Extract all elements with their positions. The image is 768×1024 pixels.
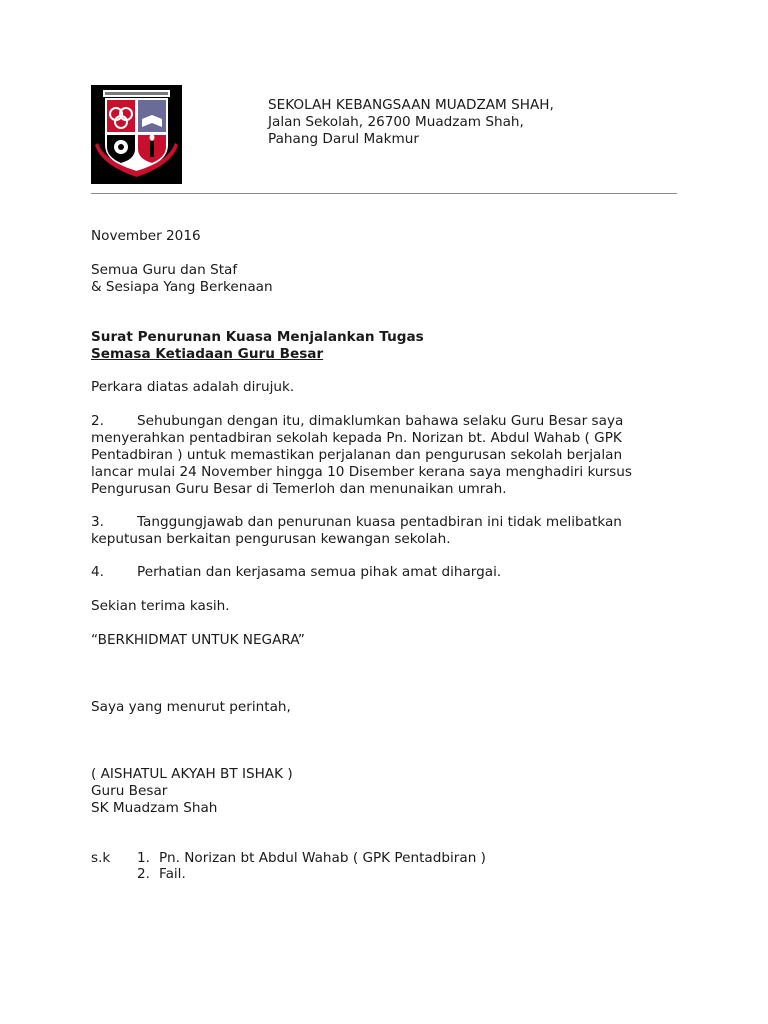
motto: “BERKHIDMAT UNTUK NEGARA” — [91, 632, 305, 648]
paragraph-2-line: Pengurusan Guru Besar di Temerloh dan menunaikan umrah. — [91, 481, 507, 497]
paragraph-3-first-line — [91, 514, 622, 531]
paragraph-2-first-line — [91, 413, 623, 430]
paragraph-2-number: 2. — [91, 413, 104, 429]
recipient-line1: Semua Guru dan Staf — [91, 262, 238, 278]
paragraph-2-line: Sehubungan dengan itu, dimaklumkan bahawa selaku Guru Besar saya — [137, 413, 624, 429]
cc-item — [91, 850, 486, 867]
subject-line2: Semasa Ketiadaan Guru Besar — [91, 346, 324, 362]
paragraph-3-line: Tanggungjawab dan penurunan kuasa pentadbiran ini tidak melibatkan — [137, 514, 622, 530]
recipient-line2: & Sesiapa Yang Berkenaan — [91, 279, 273, 295]
paragraph-2-line: Pentadbiran ) untuk memastikan perjalanan dan pengurusan sekolah berjalan — [91, 447, 623, 463]
paragraph-2-line: menyerahkan pentadbiran sekolah kepada Pn. Norizan bt. Abdul Wahab ( GPK — [91, 430, 622, 446]
subject-line1: Surat Penurunan Kuasa Menjalankan Tugas — [91, 329, 424, 345]
school-address-line2: Pahang Darul Makmur — [268, 131, 419, 147]
paragraph-4 — [91, 564, 501, 581]
school-name: SEKOLAH KEBANGSAAN MUADZAM SHAH, — [268, 97, 554, 113]
closing-text: Sekian terima kasih. — [91, 598, 230, 614]
school-address-line1: Jalan Sekolah, 26700 Muadzam Shah, — [268, 114, 524, 130]
paragraph-2-line: lancar mulai 24 November hingga 10 Disember kerana saya menghadiri kursus — [91, 464, 632, 480]
paragraph-1: Perkara diatas adalah dirujuk. — [91, 379, 295, 395]
signer-title: Guru Besar — [91, 783, 168, 799]
signer-school: SK Muadzam Shah — [91, 800, 218, 816]
school-crest-logo — [91, 85, 182, 184]
cc-label: s.k — [91, 850, 111, 866]
cc-item-text: Fail. — [159, 866, 186, 882]
paragraph-4-text: Perhatian dan kerjasama semua pihak amat dihargai. — [137, 564, 502, 580]
letterhead-divider — [91, 193, 677, 194]
signer-name: ( AISHATUL AKYAH BT ISHAK ) — [91, 766, 293, 782]
letter-date: November 2016 — [91, 228, 201, 244]
cc-item-number: 1. — [137, 850, 150, 866]
sign-off: Saya yang menurut perintah, — [91, 699, 291, 715]
paragraph-4-number: 4. — [91, 564, 104, 580]
cc-item-number: 2. — [137, 866, 150, 882]
paragraph-3-line: keputusan berkaitan pengurusan kewangan sekolah. — [91, 531, 451, 547]
paragraph-3-number: 3. — [91, 514, 104, 530]
cc-item-text: Pn. Norizan bt Abdul Wahab ( GPK Pentadbiran ) — [159, 850, 486, 866]
cc-item — [91, 866, 186, 883]
school-crest-icon — [91, 85, 182, 184]
